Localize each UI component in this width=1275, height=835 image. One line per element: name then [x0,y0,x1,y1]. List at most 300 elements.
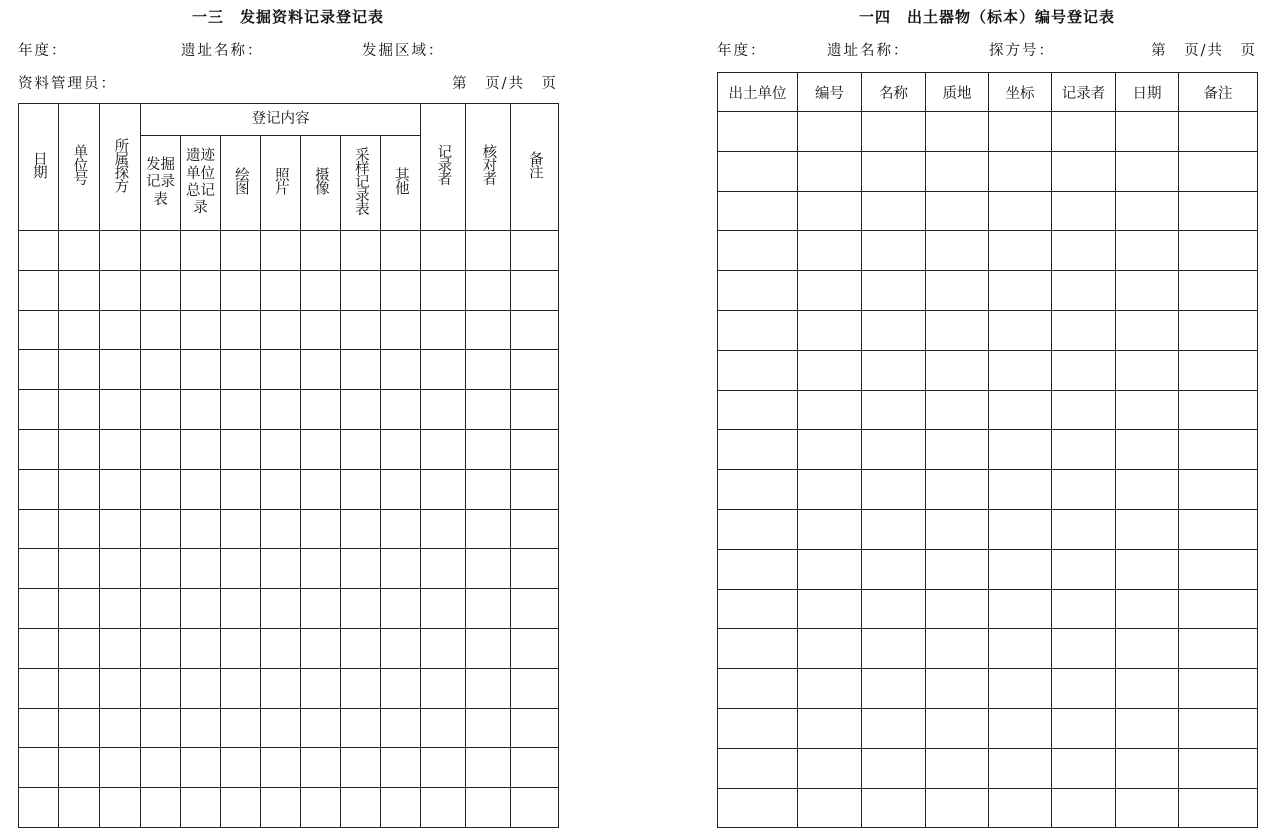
empty-cell[interactable] [141,270,181,310]
empty-cell[interactable] [19,350,59,390]
empty-cell[interactable] [862,390,926,430]
empty-cell[interactable] [100,549,141,589]
empty-cell[interactable] [862,589,926,629]
empty-cell[interactable] [421,231,466,271]
empty-cell[interactable] [341,270,381,310]
empty-cell[interactable] [1179,629,1258,669]
empty-cell[interactable] [421,469,466,509]
empty-cell[interactable] [100,589,141,629]
empty-cell[interactable] [989,112,1052,152]
empty-cell[interactable] [926,470,989,510]
empty-cell[interactable] [798,430,862,470]
empty-cell[interactable] [926,629,989,669]
empty-cell[interactable] [301,350,341,390]
empty-cell[interactable] [1052,271,1116,311]
empty-cell[interactable] [1116,271,1179,311]
empty-cell[interactable] [301,469,341,509]
empty-cell[interactable] [221,231,261,271]
empty-cell[interactable] [221,509,261,549]
empty-cell[interactable] [141,668,181,708]
empty-cell[interactable] [862,788,926,828]
empty-cell[interactable] [1116,669,1179,709]
empty-cell[interactable] [19,788,59,828]
empty-cell[interactable] [19,668,59,708]
empty-cell[interactable] [718,629,798,669]
empty-cell[interactable] [381,589,421,629]
empty-cell[interactable] [1116,509,1179,549]
empty-cell[interactable] [466,310,511,350]
empty-cell[interactable] [100,509,141,549]
empty-cell[interactable] [221,469,261,509]
empty-cell[interactable] [798,509,862,549]
empty-cell[interactable] [141,589,181,629]
empty-cell[interactable] [926,669,989,709]
empty-cell[interactable] [100,310,141,350]
empty-cell[interactable] [141,628,181,668]
empty-cell[interactable] [341,310,381,350]
empty-cell[interactable] [798,151,862,191]
empty-cell[interactable] [926,589,989,629]
empty-cell[interactable] [301,668,341,708]
empty-cell[interactable] [1116,549,1179,589]
empty-cell[interactable] [19,589,59,629]
empty-cell[interactable] [862,430,926,470]
empty-cell[interactable] [421,310,466,350]
empty-cell[interactable] [1179,430,1258,470]
empty-cell[interactable] [718,271,798,311]
empty-cell[interactable] [141,350,181,390]
empty-cell[interactable] [1116,470,1179,510]
empty-cell[interactable] [511,668,559,708]
empty-cell[interactable] [381,350,421,390]
empty-cell[interactable] [341,788,381,828]
empty-cell[interactable] [1116,708,1179,748]
empty-cell[interactable] [718,231,798,271]
empty-cell[interactable] [862,231,926,271]
empty-cell[interactable] [862,271,926,311]
empty-cell[interactable] [466,549,511,589]
empty-cell[interactable] [511,589,559,629]
empty-cell[interactable] [141,390,181,430]
empty-cell[interactable] [862,310,926,350]
empty-cell[interactable] [862,470,926,510]
empty-cell[interactable] [59,589,100,629]
empty-cell[interactable] [261,509,301,549]
empty-cell[interactable] [466,429,511,469]
empty-cell[interactable] [989,509,1052,549]
empty-cell[interactable] [1116,390,1179,430]
empty-cell[interactable] [181,429,221,469]
empty-cell[interactable] [989,589,1052,629]
empty-cell[interactable] [1052,151,1116,191]
empty-cell[interactable] [1179,151,1258,191]
empty-cell[interactable] [798,669,862,709]
empty-cell[interactable] [261,310,301,350]
empty-cell[interactable] [100,270,141,310]
empty-cell[interactable] [862,151,926,191]
empty-cell[interactable] [181,788,221,828]
empty-cell[interactable] [341,668,381,708]
empty-cell[interactable] [466,390,511,430]
empty-cell[interactable] [466,589,511,629]
empty-cell[interactable] [989,470,1052,510]
empty-cell[interactable] [718,350,798,390]
empty-cell[interactable] [511,310,559,350]
empty-cell[interactable] [1052,589,1116,629]
empty-cell[interactable] [261,668,301,708]
empty-cell[interactable] [989,350,1052,390]
empty-cell[interactable] [421,628,466,668]
empty-cell[interactable] [862,549,926,589]
empty-cell[interactable] [466,469,511,509]
empty-cell[interactable] [926,350,989,390]
empty-cell[interactable] [926,112,989,152]
empty-cell[interactable] [1116,788,1179,828]
empty-cell[interactable] [1179,589,1258,629]
empty-cell[interactable] [341,549,381,589]
empty-cell[interactable] [100,429,141,469]
empty-cell[interactable] [341,350,381,390]
empty-cell[interactable] [1052,788,1116,828]
empty-cell[interactable] [926,231,989,271]
empty-cell[interactable] [926,549,989,589]
empty-cell[interactable] [862,191,926,231]
empty-cell[interactable] [511,509,559,549]
empty-cell[interactable] [1052,669,1116,709]
empty-cell[interactable] [421,589,466,629]
empty-cell[interactable] [989,271,1052,311]
empty-cell[interactable] [798,549,862,589]
empty-cell[interactable] [798,271,862,311]
empty-cell[interactable] [926,509,989,549]
empty-cell[interactable] [421,390,466,430]
empty-cell[interactable] [221,549,261,589]
empty-cell[interactable] [1179,271,1258,311]
empty-cell[interactable] [261,708,301,748]
empty-cell[interactable] [466,708,511,748]
empty-cell[interactable] [221,748,261,788]
empty-cell[interactable] [989,629,1052,669]
empty-cell[interactable] [1052,629,1116,669]
empty-cell[interactable] [926,271,989,311]
empty-cell[interactable] [862,708,926,748]
empty-cell[interactable] [1179,708,1258,748]
empty-cell[interactable] [1052,350,1116,390]
empty-cell[interactable] [926,788,989,828]
empty-cell[interactable] [926,151,989,191]
empty-cell[interactable] [59,549,100,589]
empty-cell[interactable] [341,628,381,668]
empty-cell[interactable] [100,708,141,748]
empty-cell[interactable] [59,390,100,430]
empty-cell[interactable] [381,429,421,469]
empty-cell[interactable] [19,708,59,748]
empty-cell[interactable] [341,589,381,629]
empty-cell[interactable] [798,708,862,748]
empty-cell[interactable] [19,270,59,310]
empty-cell[interactable] [798,629,862,669]
empty-cell[interactable] [989,191,1052,231]
empty-cell[interactable] [718,549,798,589]
empty-cell[interactable] [421,708,466,748]
empty-cell[interactable] [381,668,421,708]
empty-cell[interactable] [261,748,301,788]
empty-cell[interactable] [181,310,221,350]
empty-cell[interactable] [989,151,1052,191]
empty-cell[interactable] [511,708,559,748]
empty-cell[interactable] [862,350,926,390]
empty-cell[interactable] [381,270,421,310]
empty-cell[interactable] [1052,748,1116,788]
empty-cell[interactable] [798,788,862,828]
empty-cell[interactable] [381,509,421,549]
empty-cell[interactable] [381,748,421,788]
empty-cell[interactable] [19,549,59,589]
empty-cell[interactable] [1052,231,1116,271]
empty-cell[interactable] [862,669,926,709]
empty-cell[interactable] [381,788,421,828]
empty-cell[interactable] [1179,788,1258,828]
empty-cell[interactable] [1116,310,1179,350]
empty-cell[interactable] [466,748,511,788]
empty-cell[interactable] [1179,509,1258,549]
empty-cell[interactable] [181,668,221,708]
empty-cell[interactable] [100,231,141,271]
empty-cell[interactable] [181,549,221,589]
empty-cell[interactable] [511,390,559,430]
empty-cell[interactable] [301,429,341,469]
empty-cell[interactable] [100,469,141,509]
empty-cell[interactable] [59,748,100,788]
empty-cell[interactable] [381,469,421,509]
empty-cell[interactable] [301,628,341,668]
empty-cell[interactable] [1179,748,1258,788]
empty-cell[interactable] [181,589,221,629]
empty-cell[interactable] [181,628,221,668]
empty-cell[interactable] [1116,191,1179,231]
empty-cell[interactable] [59,270,100,310]
empty-cell[interactable] [926,708,989,748]
empty-cell[interactable] [181,390,221,430]
empty-cell[interactable] [59,310,100,350]
empty-cell[interactable] [1116,350,1179,390]
empty-cell[interactable] [1052,509,1116,549]
empty-cell[interactable] [181,708,221,748]
empty-cell[interactable] [798,191,862,231]
empty-cell[interactable] [1179,549,1258,589]
empty-cell[interactable] [466,668,511,708]
empty-cell[interactable] [511,628,559,668]
empty-cell[interactable] [511,429,559,469]
empty-cell[interactable] [301,748,341,788]
empty-cell[interactable] [261,589,301,629]
empty-cell[interactable] [221,350,261,390]
empty-cell[interactable] [100,390,141,430]
empty-cell[interactable] [59,788,100,828]
empty-cell[interactable] [19,310,59,350]
empty-cell[interactable] [301,270,341,310]
empty-cell[interactable] [59,628,100,668]
empty-cell[interactable] [19,429,59,469]
empty-cell[interactable] [421,549,466,589]
empty-cell[interactable] [466,628,511,668]
empty-cell[interactable] [718,430,798,470]
empty-cell[interactable] [19,748,59,788]
empty-cell[interactable] [301,708,341,748]
empty-cell[interactable] [221,270,261,310]
empty-cell[interactable] [718,748,798,788]
empty-cell[interactable] [181,748,221,788]
empty-cell[interactable] [221,310,261,350]
empty-cell[interactable] [141,549,181,589]
empty-cell[interactable] [381,708,421,748]
empty-cell[interactable] [1179,669,1258,709]
empty-cell[interactable] [59,668,100,708]
empty-cell[interactable] [421,429,466,469]
empty-cell[interactable] [718,509,798,549]
empty-cell[interactable] [421,668,466,708]
empty-cell[interactable] [511,270,559,310]
empty-cell[interactable] [989,231,1052,271]
empty-cell[interactable] [989,788,1052,828]
empty-cell[interactable] [1179,390,1258,430]
empty-cell[interactable] [926,310,989,350]
empty-cell[interactable] [141,509,181,549]
empty-cell[interactable] [100,748,141,788]
empty-cell[interactable] [100,350,141,390]
empty-cell[interactable] [718,191,798,231]
empty-cell[interactable] [511,549,559,589]
empty-cell[interactable] [798,748,862,788]
empty-cell[interactable] [798,390,862,430]
empty-cell[interactable] [59,509,100,549]
empty-cell[interactable] [261,788,301,828]
empty-cell[interactable] [798,350,862,390]
empty-cell[interactable] [1179,310,1258,350]
empty-cell[interactable] [221,788,261,828]
empty-cell[interactable] [798,231,862,271]
empty-cell[interactable] [59,469,100,509]
empty-cell[interactable] [19,231,59,271]
empty-cell[interactable] [1116,589,1179,629]
empty-cell[interactable] [926,191,989,231]
empty-cell[interactable] [301,549,341,589]
empty-cell[interactable] [511,469,559,509]
empty-cell[interactable] [989,708,1052,748]
empty-cell[interactable] [1052,470,1116,510]
empty-cell[interactable] [261,350,301,390]
empty-cell[interactable] [1052,549,1116,589]
empty-cell[interactable] [19,469,59,509]
empty-cell[interactable] [718,112,798,152]
empty-cell[interactable] [1052,112,1116,152]
empty-cell[interactable] [862,509,926,549]
empty-cell[interactable] [100,628,141,668]
empty-cell[interactable] [141,708,181,748]
empty-cell[interactable] [989,669,1052,709]
empty-cell[interactable] [989,430,1052,470]
empty-cell[interactable] [100,788,141,828]
empty-cell[interactable] [141,469,181,509]
empty-cell[interactable] [511,231,559,271]
empty-cell[interactable] [511,748,559,788]
empty-cell[interactable] [261,549,301,589]
empty-cell[interactable] [798,112,862,152]
empty-cell[interactable] [261,270,301,310]
empty-cell[interactable] [221,589,261,629]
empty-cell[interactable] [989,748,1052,788]
empty-cell[interactable] [1179,191,1258,231]
empty-cell[interactable] [989,549,1052,589]
empty-cell[interactable] [1116,629,1179,669]
empty-cell[interactable] [466,509,511,549]
empty-cell[interactable] [381,310,421,350]
empty-cell[interactable] [798,589,862,629]
empty-cell[interactable] [59,231,100,271]
empty-cell[interactable] [718,390,798,430]
empty-cell[interactable] [926,390,989,430]
empty-cell[interactable] [221,668,261,708]
empty-cell[interactable] [181,469,221,509]
empty-cell[interactable] [221,390,261,430]
empty-cell[interactable] [926,430,989,470]
empty-cell[interactable] [59,708,100,748]
empty-cell[interactable] [466,788,511,828]
empty-cell[interactable] [1116,231,1179,271]
empty-cell[interactable] [718,151,798,191]
empty-cell[interactable] [862,112,926,152]
empty-cell[interactable] [261,628,301,668]
empty-cell[interactable] [221,628,261,668]
empty-cell[interactable] [1179,350,1258,390]
empty-cell[interactable] [1116,748,1179,788]
empty-cell[interactable] [421,509,466,549]
empty-cell[interactable] [100,668,141,708]
empty-cell[interactable] [718,788,798,828]
empty-cell[interactable] [1052,390,1116,430]
empty-cell[interactable] [511,788,559,828]
empty-cell[interactable] [141,310,181,350]
empty-cell[interactable] [261,429,301,469]
empty-cell[interactable] [221,708,261,748]
empty-cell[interactable] [718,310,798,350]
empty-cell[interactable] [141,788,181,828]
empty-cell[interactable] [511,350,559,390]
empty-cell[interactable] [341,708,381,748]
empty-cell[interactable] [718,669,798,709]
empty-cell[interactable] [341,748,381,788]
empty-cell[interactable] [19,390,59,430]
empty-cell[interactable] [381,549,421,589]
empty-cell[interactable] [421,270,466,310]
empty-cell[interactable] [989,310,1052,350]
empty-cell[interactable] [381,628,421,668]
empty-cell[interactable] [301,509,341,549]
empty-cell[interactable] [181,509,221,549]
empty-cell[interactable] [141,748,181,788]
empty-cell[interactable] [466,350,511,390]
empty-cell[interactable] [141,429,181,469]
empty-cell[interactable] [718,708,798,748]
empty-cell[interactable] [301,788,341,828]
empty-cell[interactable] [261,231,301,271]
empty-cell[interactable] [798,310,862,350]
empty-cell[interactable] [341,231,381,271]
empty-cell[interactable] [421,350,466,390]
empty-cell[interactable] [1052,430,1116,470]
empty-cell[interactable] [301,390,341,430]
empty-cell[interactable] [181,270,221,310]
